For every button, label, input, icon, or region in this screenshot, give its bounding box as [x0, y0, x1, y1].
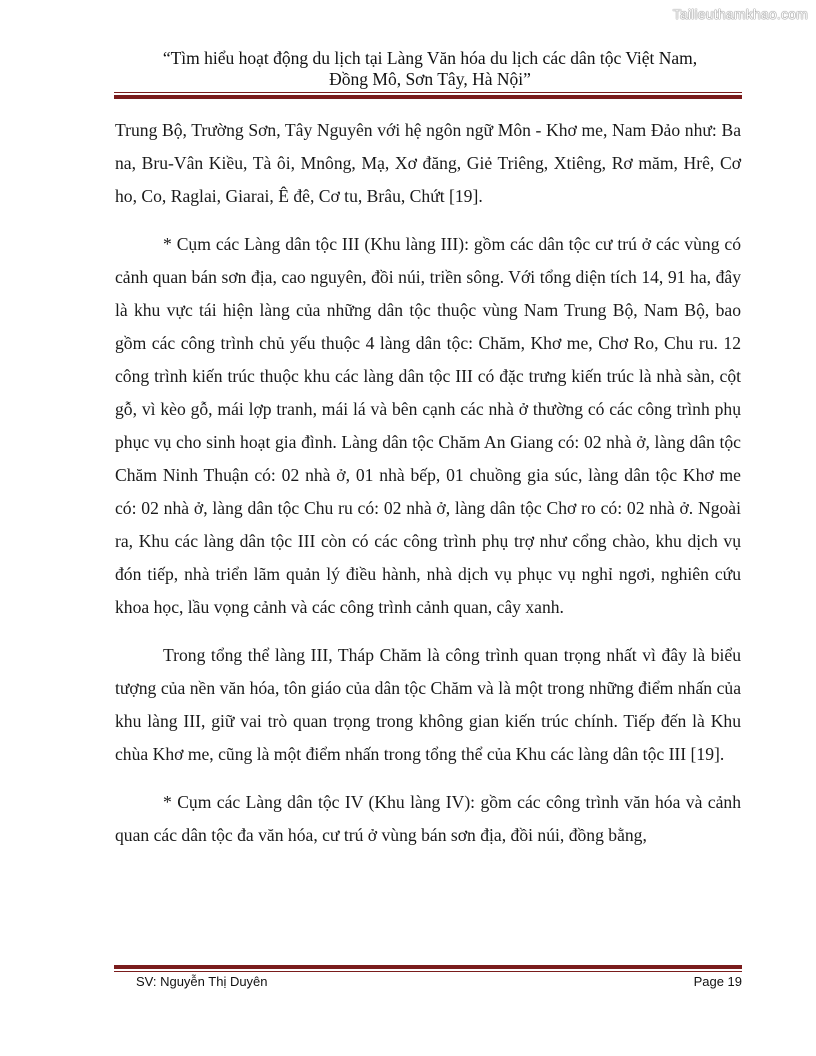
- paragraph-1: Trung Bộ, Trường Sơn, Tây Nguyên với hệ ngôn ngữ Môn - Khơ me, Nam Đảo như: Ba na, Bru-Vân Kiều, Tà ôi, Mnông, Mạ, Xơ đăng, Giẻ Triêng, Xtiêng, Rơ măm, Hrê, Cơ ho, Co, Raglai, Giarai, Ê đê, Cơ tu, Brâu, Chứt [19].: [115, 120, 741, 206]
- paragraph-2: * Cụm các Làng dân tộc III (Khu làng III): gồm các dân tộc cư trú ở các vùng có cảnh quan bán sơn địa, cao nguyên, đồi núi, triền sông. Với tổng diện tích 14, 91 ha, đây là khu vực tái hiện làng của những dân tộc thuộc vùng Nam Trung Bộ, Nam Bộ, bao gồm các công trình chủ yếu thuộc 4 làng dân tộc: Chăm, Khơ me, Chơ Ro, Chu ru. 12 công trình kiến trúc thuộc khu các làng dân tộc III có đặc trưng kiến trúc là nhà sàn, cột gỗ, vì kèo gỗ, mái lợp tranh, mái lá và bên cạnh các nhà ở thường có các công trình phụ phục vụ cho sinh hoạt gia đình. Làng dân tộc Chăm An Giang có: 02 nhà ở, làng dân tộc Chăm Ninh Thuận có: 02 nhà ở, 01 nhà bếp, 01 chuồng gia súc, làng dân tộc Khơ me có: 02 nhà ở, làng dân tộc Chu ru có: 02 nhà ở, làng dân tộc Chơ ro có: 02 nhà ở. Ngoài ra, Khu các làng dân tộc III còn có các công trình phụ trợ như cổng chào, khu dịch vụ đón tiếp, nhà triển lãm quản lý điều hành, nhà dịch vụ phục vụ nghỉ ngơi, nghiên cứu khoa học, lầu vọng cảnh và các công trình cảnh quan, cây xanh.: [115, 234, 741, 617]
- footer-divider-thick: [114, 965, 742, 969]
- body-text: [115, 114, 741, 852]
- header-title-line-2: Đồng Mô, Sơn Tây, Hà Nội”: [329, 69, 531, 89]
- header-title-line-1: “Tìm hiểu hoạt động du lịch tại Làng Văn hóa du lịch các dân tộc Việt Nam,: [162, 48, 698, 68]
- header-divider-thick: [114, 95, 742, 99]
- page-header: [120, 48, 740, 90]
- header-divider-thin: [114, 92, 742, 93]
- footer-divider-thin: [114, 971, 742, 972]
- footer-page-number: Page 19: [693, 974, 742, 989]
- paragraph-4: * Cụm các Làng dân tộc IV (Khu làng IV): gồm các công trình văn hóa và cảnh quan các dân tộc đa văn hóa, cư trú ở vùng bán sơn địa, đồi núi, đồng bằng,: [115, 792, 741, 845]
- footer-author: SV: Nguyễn Thị Duyên: [136, 974, 268, 989]
- watermark-text: Tailieuthamkhao.com: [672, 6, 808, 22]
- paragraph-3: Trong tổng thể làng III, Tháp Chăm là công trình quan trọng nhất vì đây là biểu tượng của nền văn hóa, tôn giáo của dân tộc Chăm và là một trong những điểm nhấn của khu làng III, giữ vai trò quan trọng trong không gian kiến trúc chính. Tiếp đến là Khu chùa Khơ me, cũng là một điểm nhấn trong tổng thể của Khu các làng dân tộc III [19].: [115, 645, 741, 764]
